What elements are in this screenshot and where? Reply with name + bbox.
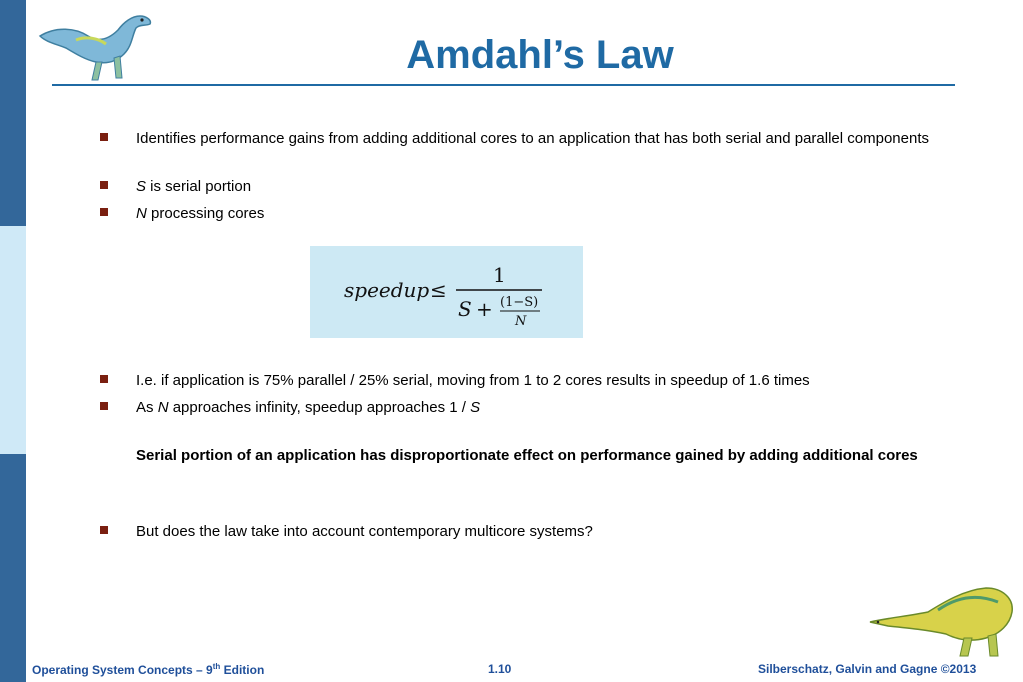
formula-numerator: 1 bbox=[493, 263, 506, 287]
variable-s: S bbox=[136, 178, 147, 195]
variable-s: S bbox=[470, 399, 481, 416]
bullet-square-icon bbox=[100, 375, 108, 383]
bullet-text-rest: is serial portion bbox=[146, 178, 252, 195]
formula-plus: + bbox=[476, 297, 493, 321]
slide-title: Amdahl’s Law bbox=[406, 33, 674, 77]
bullet-square-icon bbox=[100, 181, 108, 189]
amdahl-formula bbox=[310, 246, 583, 338]
bullet-text: But does the law take into account contemporary multicore systems? bbox=[136, 523, 593, 540]
bullet-square-icon bbox=[100, 208, 108, 216]
footer-left-sup: th bbox=[212, 662, 221, 671]
footer-left-suffix: Edition bbox=[220, 663, 265, 677]
left-sidebar bbox=[0, 0, 26, 682]
bullet-text bbox=[136, 397, 976, 418]
bullet-text bbox=[136, 203, 976, 224]
variable-n: N bbox=[157, 399, 169, 416]
footer-left-prefix: Operating System Concepts – 9 bbox=[32, 663, 213, 677]
footer-copyright: Silberschatz, Galvin and Gagne ©2013 bbox=[758, 662, 977, 676]
formula-denominator-s: S bbox=[458, 297, 472, 321]
bullet-text: I.e. if application is 75% parallel / 25% serial, moving from 1 to 2 cores results in speedup of 1.6 times bbox=[136, 372, 810, 389]
formula-small-denominator: N bbox=[515, 314, 527, 329]
dinosaur-footer-icon bbox=[868, 582, 1018, 658]
formula-relation: ≤ bbox=[430, 278, 447, 302]
formula-small-numerator: (1−S) bbox=[500, 295, 539, 310]
bullet-mid: approaches infinity, speedup approaches 1 / bbox=[168, 399, 471, 416]
title-divider bbox=[52, 84, 955, 86]
bullet-square-icon bbox=[100, 133, 108, 141]
bullet-text: Identifies performance gains from adding additional cores to an application that has both serial and parallel components bbox=[136, 130, 929, 147]
bullet-square-icon bbox=[100, 402, 108, 410]
sidebar-segment-bottom bbox=[0, 454, 26, 682]
bullet-text bbox=[136, 176, 976, 197]
sidebar-segment-middle bbox=[0, 226, 26, 454]
dinosaur-logo-icon bbox=[36, 6, 158, 86]
emphasis-statement: Serial portion of an application has disproportionate effect on performance gained by adding additional cores bbox=[136, 447, 918, 464]
footer-page-number: 1.10 bbox=[488, 662, 512, 676]
bullet-text-rest: processing cores bbox=[146, 205, 265, 222]
sidebar-segment-top bbox=[0, 0, 26, 226]
formula-lhs: speedup bbox=[344, 278, 430, 302]
footer-book-title bbox=[32, 662, 264, 677]
bullet-square-icon bbox=[100, 526, 108, 534]
variable-n: N bbox=[136, 205, 147, 222]
bullet-prefix: As bbox=[136, 399, 158, 416]
